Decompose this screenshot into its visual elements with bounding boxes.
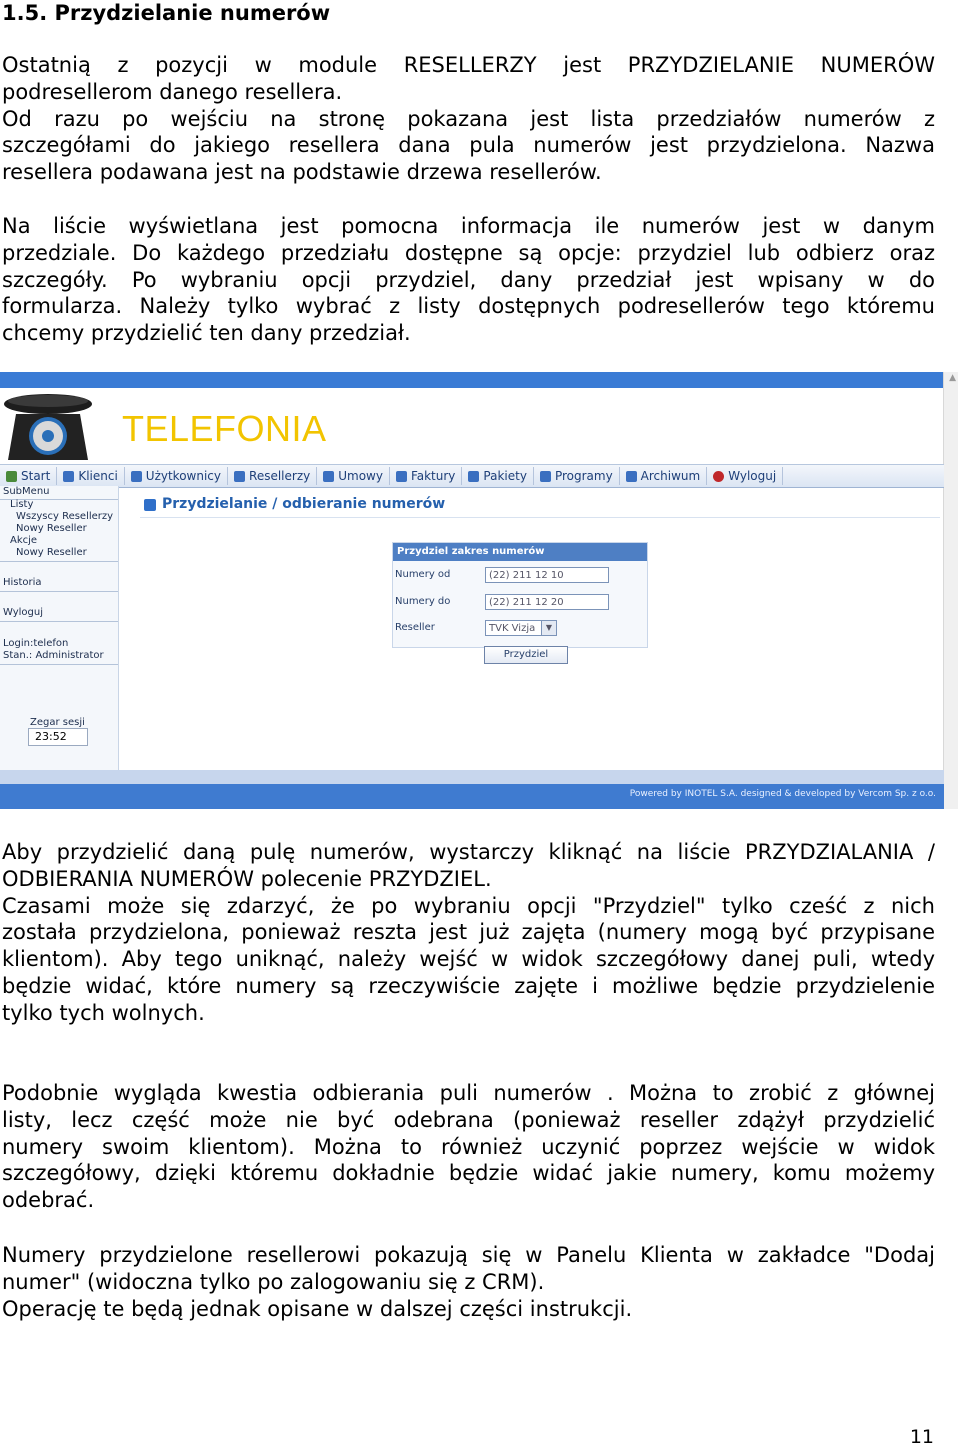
reseller-label: Reseller [395,622,435,633]
paragraph-line: odebrać. [2,1188,95,1213]
paragraph-1 [2,52,935,186]
contracts-icon [323,471,334,482]
paragraph-line: została przydzielona, ponieważ reszta jest już zajęta (numery mogą być przypisane [2,920,935,945]
invoices-icon [396,471,407,482]
sidebar-item-nowy-reseller[interactable]: Nowy Reseller [16,523,87,534]
divider [0,664,118,665]
nav-item-label: Faktury [410,469,456,483]
submenu-listy: Listy [10,499,34,510]
paragraph-2 [2,213,935,347]
paragraph-4 [2,1080,935,1214]
nav-item-resellerzy[interactable] [228,467,317,485]
nav-item-label: Wyloguj [728,469,777,483]
nav-item-programy[interactable] [534,467,620,485]
nav-item-archiwum[interactable] [620,467,708,485]
paragraph-line: Aby przydzielić daną pulę numerów, wystarczy kliknąć na liście PRZYDZIALANIA / [2,840,935,864]
nav-item-label: Archiwum [640,469,701,483]
paragraph-line: przedziale. Do każdego przedziału dostępne są opcje: przydziel lub odbierz oraz [2,240,935,265]
nav-item-label: Klienci [78,469,118,483]
paragraph-line: listy, lecz część może nie być odebrana (ponieważ reseller zdążył przydzielić [2,1107,935,1132]
chevron-down-icon[interactable]: ▼ [541,621,556,635]
app-screenshot [0,372,958,809]
paragraph-line: ODBIERANIA NUMERÓW polecenie PRZYDZIEL. [2,866,492,891]
nav-item-umowy[interactable] [317,467,390,485]
session-clock-label: Zegar sesji [30,717,85,728]
numer-do-label: Numery do [395,596,451,607]
paragraph-line: będzie widać, które numery są rzeczywiście zajęte i możliwe będzie przydzielenie [2,973,935,998]
paragraph-line: Numery przydzielone resellerowi pokazują się w Panelu Klienta w zakładce "Dodaj [2,1243,935,1267]
paragraph-line: Czasami może się zdarzyć, że po wybraniu opcji "Przydziel" tylko cześć z nich [2,893,935,918]
scroll-up-icon[interactable]: ▲ [949,373,956,383]
paragraph-5 [2,1242,935,1322]
users-icon [131,471,142,482]
home-icon [6,471,17,482]
nav-item-klienci[interactable] [57,467,124,485]
main-navigation [0,464,944,488]
paragraph-line: Od razu po wejściu na stronę pokazana jest lista przedziałów numerów z [2,106,935,131]
paragraph-line: Na liście wyświetlana jest pomocna informacja ile numerów jest w danym [2,214,935,238]
numer-od-input[interactable]: (22) 211 12 10 [485,567,609,583]
footer-band [0,770,944,784]
paragraph-line: numery swoim klientom). Można to również uczynić poprzez wejście w widok [2,1134,935,1159]
login-info: Login:telefon [3,638,69,649]
reseller-select-value: TVK Vizja [489,623,536,634]
paragraph-line: resellera podawana jest na podstawie drzewa resellerów. [2,160,602,185]
nav-item-label: Start [21,469,51,483]
paragraph-line: Ostatnią z pozycji w module RESELLERZY jest PRZYDZIELANIE NUMERÓW [2,53,935,77]
nav-item-uzytkownicy[interactable] [125,467,228,485]
przydziel-button[interactable]: Przydziel [484,646,568,664]
session-clock-value: 23:52 [28,728,88,746]
numer-od-label: Numery od [395,569,451,580]
paragraph-line: szczegóły. Po wybraniu opcji przydziel, dany przedział jest wpisany w do [2,267,935,292]
nav-item-pakiety[interactable] [462,467,534,485]
paragraph-line: tylko tych wolnych. [2,1000,205,1025]
nav-item-label: Umowy [338,469,383,483]
status-info: Stan.: Administrator [3,650,104,661]
packages-icon [468,471,479,482]
assign-range-form [392,542,648,648]
clients-icon [63,471,74,482]
nav-item-label: Programy [554,469,613,483]
paragraph-3 [2,839,935,1027]
resellers-icon [234,471,245,482]
paragraph-line: numer" (widoczna tylko po zalogowaniu się z CRM). [2,1269,545,1294]
submenu-heading: SubMenu [3,486,50,497]
paragraph-line: podresellerom danego resellera. [2,79,343,104]
archive-icon [626,471,637,482]
section-title: Przydzielanie / odbieranie numerów [162,496,446,512]
page-number: 11 [909,1426,934,1448]
nav-item-start[interactable] [0,467,57,485]
brand-title: TELEFONIA [122,408,327,449]
reseller-select[interactable] [485,620,557,636]
paragraph-line: chcemy przydzielić ten dany przedział. [2,321,411,346]
paragraph-line: formularza. Należy tylko wybrać z listy dostępnych podresellerów tego któremu [2,294,935,319]
submenu-akcje: Akcje [10,535,38,546]
divider [0,561,118,562]
nav-item-label: Pakiety [483,469,527,483]
footer-credits: Powered by INOTEL S.A. designed & developed by Vercom Sp. z o.o. [629,789,936,799]
browser-top-bar [0,372,944,388]
nav-item-faktury[interactable] [390,467,462,485]
scrollbar[interactable] [943,372,958,809]
divider [0,621,118,622]
paragraph-line: szczegółowy, dzięki któremu dokładnie będzie widać jakie numery, komu możemy [2,1161,935,1186]
paragraph-line: Operację te będą jednak opisane w dalszej części instrukcji. [2,1296,633,1321]
numbers-section-icon [144,499,156,511]
sidebar-item-historia[interactable]: Historia [3,577,42,588]
nav-item-label: Resellerzy [249,469,311,483]
divider [140,517,940,518]
paragraph-line: Podobnie wygląda kwestia odbierania puli numerów . Można to zrobić z głównej [2,1081,935,1105]
telephone-logo-icon [2,390,94,462]
sidebar-item-wyloguj[interactable]: Wyloguj [3,607,43,618]
paragraph-line: szczegółami do jakiego resellera dana pula numerów jest przydzielona. Nazwa [2,133,935,158]
form-title: Przydziel zakres numerów [393,543,647,561]
nav-item-wyloguj[interactable] [707,467,783,485]
nav-item-label: Użytkownicy [145,469,222,483]
programs-icon [540,471,551,482]
divider [0,591,118,592]
numer-do-input[interactable]: (22) 211 12 20 [485,594,609,610]
paragraph-line: klientom). Aby tego uniknąć, należy wejść w widok szczegółowy danej puli, wtedy [2,947,935,972]
sidebar-item-wszyscy-resellerzy[interactable]: Wszyscy Resellerzy [16,511,114,522]
section-heading: 1.5. Przydzielanie numerów [2,1,331,25]
logout-icon [713,471,724,482]
sidebar-item-nowy-reseller-akcje[interactable]: Nowy Reseller [16,547,87,558]
